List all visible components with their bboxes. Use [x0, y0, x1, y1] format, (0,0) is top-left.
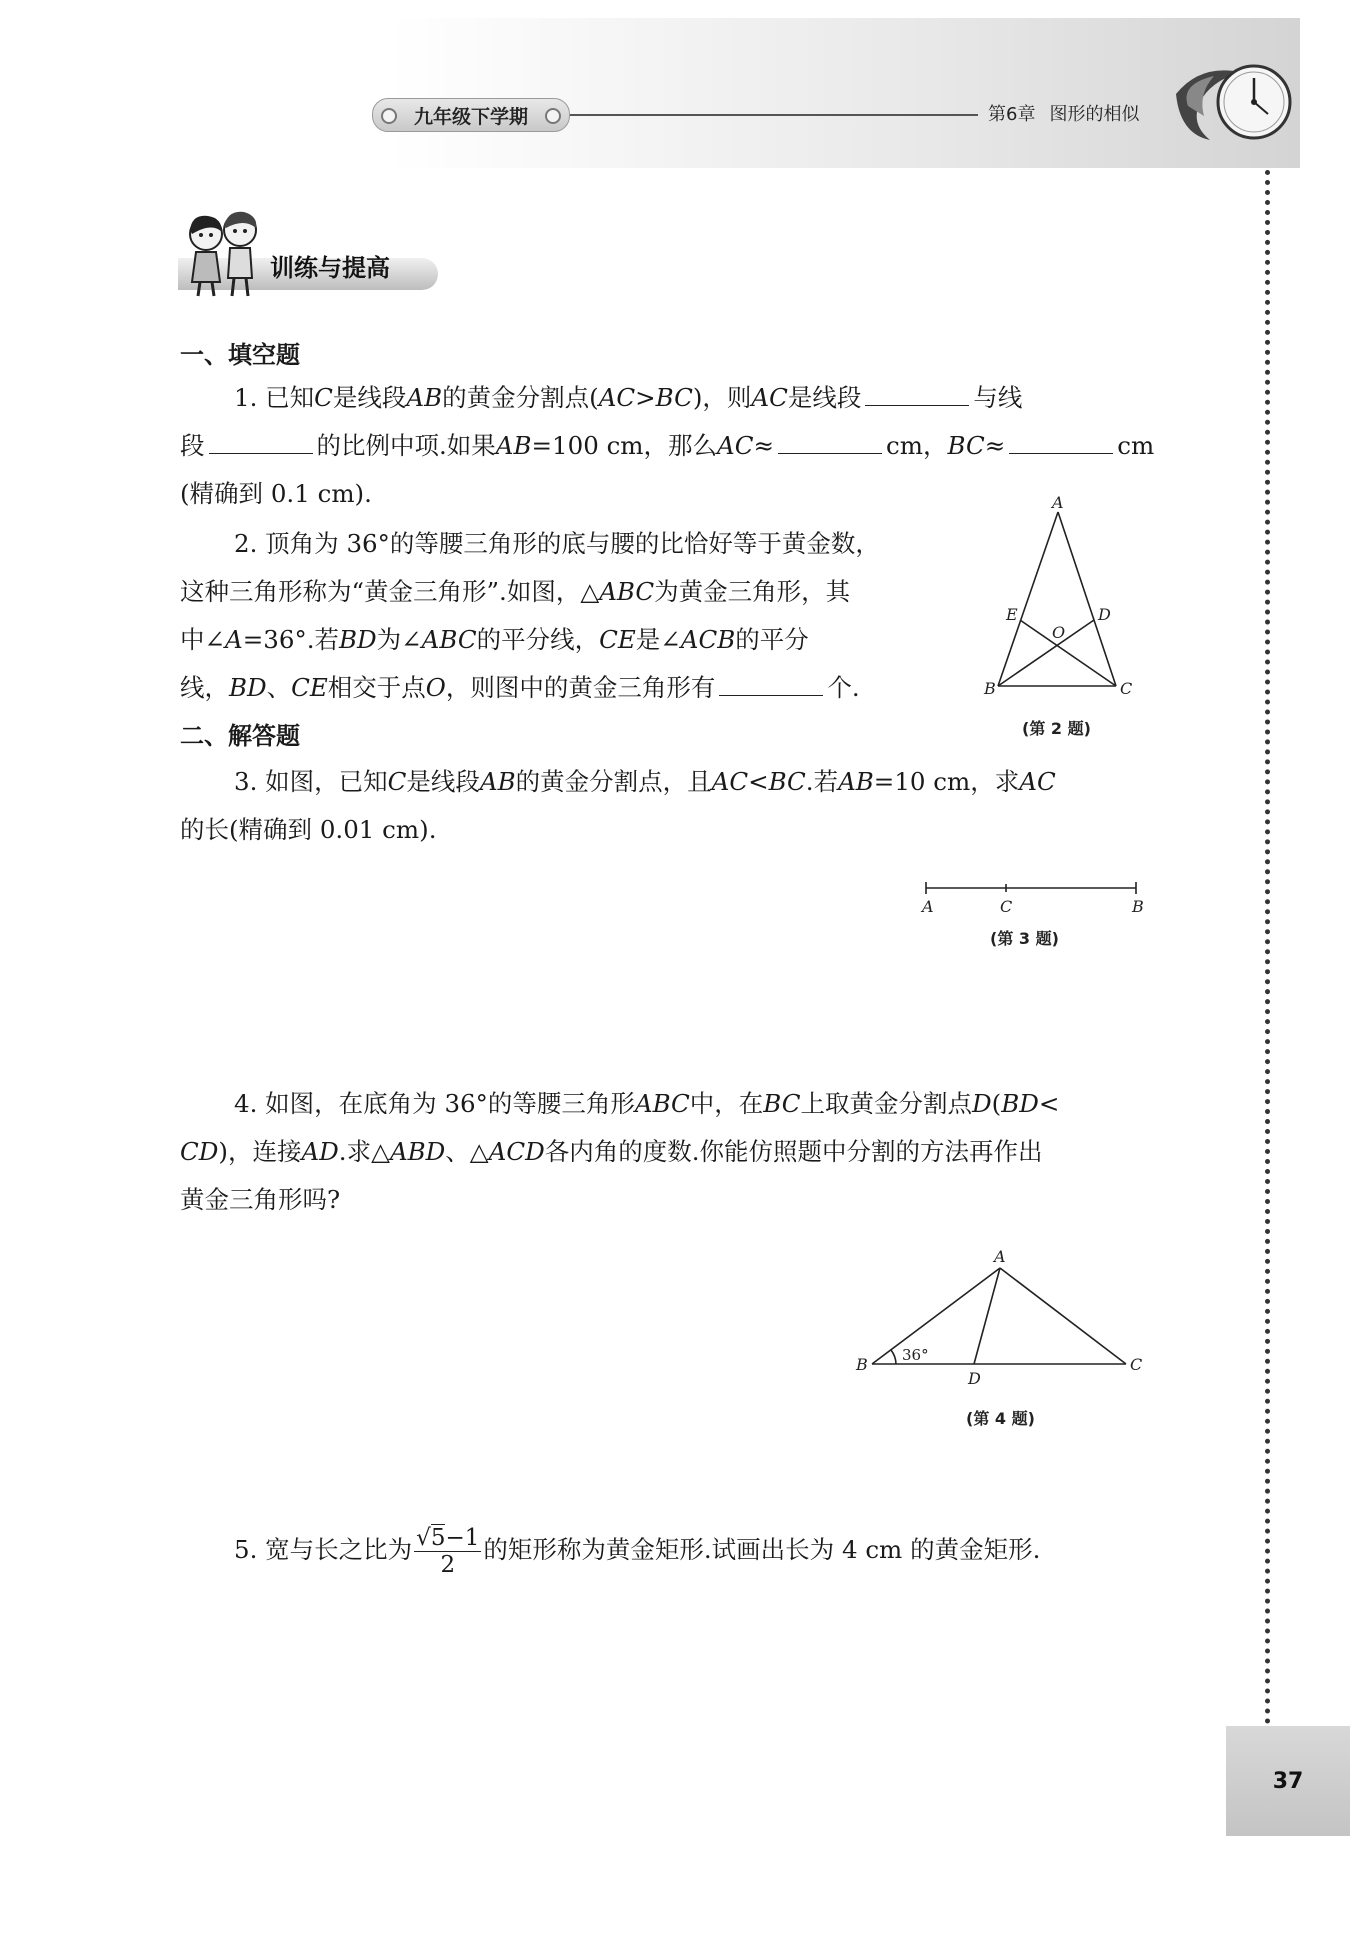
var: A [225, 625, 243, 654]
fig4-angle-label: 36° [902, 1346, 929, 1364]
q4-line3: 黄金三角形吗? [180, 1185, 341, 1214]
fig2-caption: (第 2 题) [1022, 719, 1091, 738]
q1-text: 的比例中项.如果 [316, 431, 496, 460]
q4-text: 4. 如图，在底角为 36°的等腰三角形 [234, 1089, 635, 1118]
q1-text: cm， [886, 431, 948, 460]
q2-line3 [180, 616, 809, 664]
fig2-label-c: C [1120, 679, 1133, 698]
figure-2-golden-triangle [976, 494, 1136, 706]
grade-text: 九年级下学期 [413, 105, 528, 128]
q2-text: ，则图中的黄金三角形有 [445, 673, 716, 702]
q2-text: 的平分 [735, 625, 809, 654]
q1-text: =100 cm，那么 [531, 431, 718, 460]
fig4-side-ac [1000, 1268, 1126, 1364]
var: O [425, 673, 446, 702]
fig3-label-a: A [922, 897, 934, 916]
answer-blank[interactable] [719, 671, 823, 696]
var: AB [479, 767, 516, 796]
pill-dot-left [381, 108, 397, 124]
solve-heading: 二、解答题 [180, 722, 300, 750]
q4-text: 各内角的度数.你能仿照题中分割的方法再作出 [544, 1137, 1043, 1166]
fig2-label-b: B [984, 679, 996, 698]
fig4-label-d: D [968, 1369, 981, 1384]
q1-text: 段 [180, 431, 205, 460]
var: AD [301, 1137, 339, 1166]
fig2-label-a: A [1052, 494, 1064, 512]
var: CE [291, 673, 328, 702]
var: AB [838, 767, 874, 796]
var: AB [406, 383, 443, 412]
var: ACB [680, 625, 736, 654]
fig2-side-ac [1058, 512, 1116, 686]
children-mascot-icon [178, 208, 270, 300]
fig2-label-d: D [1098, 605, 1111, 624]
q1-text: 是线段 [787, 383, 862, 412]
header-rule [570, 114, 978, 116]
q1-line1 [234, 374, 1022, 422]
var: CE [599, 625, 636, 654]
fig4-side-ab [872, 1268, 1000, 1364]
q3-text: 的黄金分割点，且 [515, 767, 712, 796]
q2-text: 线， [180, 673, 229, 702]
var: ACD [488, 1137, 545, 1166]
fraction [414, 1525, 481, 1578]
q4-line1 [234, 1080, 1059, 1128]
fig2-label-o: O [1052, 623, 1066, 642]
chapter-label [988, 100, 1153, 126]
dotted-margin [1265, 170, 1270, 1725]
q1-text: )，则 [692, 383, 752, 412]
q4-text: ( [991, 1089, 1002, 1118]
answer-blank[interactable] [209, 429, 313, 454]
var: BC [947, 431, 985, 460]
page-number [1226, 1726, 1350, 1836]
q4-text: 、△ [445, 1137, 489, 1166]
q4-text: .求△ [338, 1137, 390, 1166]
fraction-numerator: √5−1 [416, 1525, 480, 1551]
chapter-number: 第6章 [988, 104, 1036, 125]
fig2-label-e: E [1006, 605, 1018, 624]
var: ABC [421, 625, 477, 654]
answer-blank[interactable] [778, 429, 882, 454]
fig3-label-c: C [1000, 897, 1013, 916]
var: ABC [634, 1089, 690, 1118]
fig4-angle-arc [891, 1350, 896, 1364]
q3-line1 [234, 758, 1056, 806]
q2-text: 为∠ [376, 625, 422, 654]
fig4-label-b: B [856, 1355, 868, 1374]
fig2-bisector-bd [998, 620, 1094, 686]
fig3-caption: (第 3 题) [990, 929, 1059, 948]
q1-text: 1. 已知 [234, 383, 315, 412]
q2-line4 [180, 664, 860, 712]
q3-text: 3. 如图，已知 [234, 767, 388, 796]
fig4-caption: (第 4 题) [966, 1409, 1035, 1428]
q1-text: 是线段 [332, 383, 407, 412]
fig2-side-ab [998, 512, 1058, 686]
q3-text: .若 [805, 767, 839, 796]
q4-line2 [180, 1128, 1043, 1176]
fig4-label-a: A [994, 1247, 1006, 1266]
q2-text: 的平分线， [476, 625, 600, 654]
figure-4-isosceles-triangle [850, 1244, 1150, 1384]
q2-text: 中∠ [180, 625, 226, 654]
var: C [314, 383, 333, 412]
q2-text: 为黄金三角形，其 [654, 577, 851, 606]
q3-text: =10 cm，求 [873, 767, 1020, 796]
var: BD [338, 625, 377, 654]
q2-line1: 2. 顶角为 36°的等腰三角形的底与腰的比恰好等于黄金数， [234, 529, 880, 558]
figure-3-segment [914, 870, 1154, 918]
q2-text: =36°.若 [242, 625, 339, 654]
fig4-segment-ad [974, 1268, 1000, 1364]
var: AC>BC [598, 383, 693, 412]
page-number-text: 37 [1272, 1768, 1304, 1794]
q2-text: 是∠ [635, 625, 681, 654]
clock-icon [1170, 54, 1310, 150]
fig4-label-c: C [1130, 1355, 1143, 1374]
q1-line2 [180, 422, 1154, 470]
q1-line3: (精确到 0.1 cm). [180, 479, 372, 508]
pill-dot-right [545, 108, 561, 124]
radicand: 5 [430, 1525, 446, 1551]
numerator-rest: −1 [445, 1525, 480, 1551]
section-title: 训练与提高 [270, 254, 390, 282]
var: BD [229, 673, 267, 702]
var: AC [717, 431, 754, 460]
q1-text: 的黄金分割点( [442, 383, 599, 412]
grade-label [372, 98, 570, 132]
q1-text: 与线 [973, 383, 1023, 412]
q1-text: ≈ [753, 431, 775, 460]
q5-line [234, 1518, 1040, 1582]
q2-text: 相交于点 [327, 673, 426, 702]
q5-text: 5. 宽与长之比为 [234, 1535, 413, 1564]
q1-text: ≈ [984, 431, 1006, 460]
fig2-bisector-ce [1020, 620, 1116, 686]
q3-line2: 的长(精确到 0.01 cm). [180, 815, 437, 844]
var: C [387, 767, 407, 796]
answer-blank[interactable] [1009, 429, 1113, 454]
q4-text: )，连接 [218, 1137, 302, 1166]
fraction-denominator: 2 [440, 1552, 456, 1578]
var: AB [495, 431, 532, 460]
q2-text: 、 [266, 673, 292, 702]
q4-text: < [1038, 1089, 1060, 1118]
q5-text: 的矩形称为黄金矩形.试画出长为 4 cm 的黄金矩形. [483, 1535, 1041, 1564]
var: AC [1019, 767, 1056, 796]
var: AC [751, 383, 788, 412]
q2-text: 这种三角形称为“黄金三角形”.如图，△ [180, 577, 600, 606]
q4-text: 中，在 [689, 1089, 764, 1118]
q4-text: 上取黄金分割点 [800, 1089, 973, 1118]
q2-text: 个. [827, 673, 860, 702]
var: ABD [389, 1137, 446, 1166]
q3-text: 是线段 [406, 767, 480, 796]
var: CD [180, 1137, 219, 1166]
var: BC [763, 1089, 801, 1118]
var: D [972, 1089, 992, 1118]
header-band [0, 18, 1300, 168]
q1-text: cm [1117, 431, 1155, 460]
var: ABC [599, 577, 655, 606]
fig3-label-b: B [1132, 897, 1144, 916]
chapter-title: 图形的相似 [1049, 104, 1140, 125]
var: AC<BC [711, 767, 806, 796]
q2-line2 [180, 568, 850, 616]
fill-blank-heading: 一、填空题 [180, 341, 300, 369]
answer-blank[interactable] [865, 381, 969, 406]
var: BD [1001, 1089, 1039, 1118]
